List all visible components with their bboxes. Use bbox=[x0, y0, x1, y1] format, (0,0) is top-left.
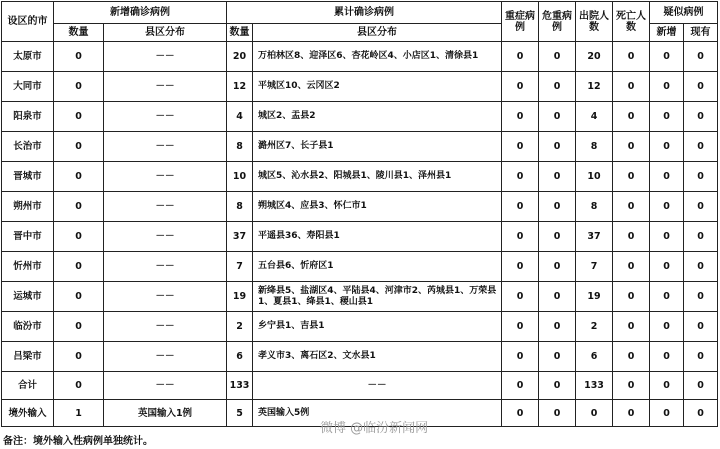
cell-severe: 0 bbox=[502, 312, 539, 342]
cell-severe: 0 bbox=[502, 162, 539, 192]
cell-discharged: 20 bbox=[576, 42, 613, 72]
total-cum-district: －－ bbox=[253, 372, 502, 400]
total-cum-count: 133 bbox=[227, 372, 253, 400]
cell-suspected-current: 0 bbox=[684, 42, 718, 72]
cell-discharged: 2 bbox=[576, 312, 613, 342]
cell-city: 太原市 bbox=[2, 42, 54, 72]
cell-severe: 0 bbox=[502, 342, 539, 372]
cell-new-count: 0 bbox=[54, 42, 104, 72]
cell-suspected-current: 0 bbox=[684, 72, 718, 102]
table-row bbox=[2, 282, 718, 312]
cell-new-count: 0 bbox=[54, 162, 104, 192]
cell-suspected-current: 0 bbox=[684, 222, 718, 252]
cell-cum-count: 10 bbox=[227, 162, 253, 192]
cell-cum-district: 潞州区7、长子县1 bbox=[253, 132, 502, 162]
watermark: 微博 @临汾新闻网 bbox=[320, 421, 429, 436]
cell-severe: 0 bbox=[502, 132, 539, 162]
cell-deaths: 0 bbox=[613, 72, 650, 102]
table-row bbox=[2, 252, 718, 282]
cell-deaths: 0 bbox=[613, 282, 650, 312]
cell-discharged: 7 bbox=[576, 252, 613, 282]
cell-cum-district: 城区5、沁水县2、阳城县1、陵川县1、泽州县1 bbox=[253, 162, 502, 192]
cell-cum-district: 城区2、盂县2 bbox=[253, 102, 502, 132]
cell-severe: 0 bbox=[502, 102, 539, 132]
cell-new-count: 0 bbox=[54, 282, 104, 312]
cell-critical: 0 bbox=[539, 252, 576, 282]
cell-suspected-current: 0 bbox=[684, 312, 718, 342]
cell-deaths: 0 bbox=[613, 192, 650, 222]
cell-city: 临汾市 bbox=[2, 312, 54, 342]
cell-cum-district: 朔城区4、应县3、怀仁市1 bbox=[253, 192, 502, 222]
cell-city: 吕梁市 bbox=[2, 342, 54, 372]
cell-deaths: 0 bbox=[613, 42, 650, 72]
cell-deaths: 0 bbox=[613, 162, 650, 192]
cell-discharged: 8 bbox=[576, 192, 613, 222]
cell-critical: 0 bbox=[539, 162, 576, 192]
total-severe: 0 bbox=[502, 372, 539, 400]
header-deaths: 死亡人数 bbox=[613, 2, 650, 42]
cell-cum-count: 19 bbox=[227, 282, 253, 312]
header-new-count: 数量 bbox=[54, 24, 104, 42]
cell-cum-district: 平城区10、云冈区2 bbox=[253, 72, 502, 102]
cell-new-district: －－ bbox=[104, 282, 227, 312]
total-critical: 0 bbox=[539, 372, 576, 400]
imported-deaths: 0 bbox=[613, 400, 650, 427]
cell-cum-district: 乡宁县1、吉县1 bbox=[253, 312, 502, 342]
cell-cum-district: 新绛县5、盐湖区4、平陆县4、河津市2、芮城县1、万荣县1、夏县1、绛县1、稷山县1 bbox=[253, 282, 502, 312]
cell-critical: 0 bbox=[539, 342, 576, 372]
total-new-district: －－ bbox=[104, 372, 227, 400]
cell-discharged: 10 bbox=[576, 162, 613, 192]
cell-deaths: 0 bbox=[613, 132, 650, 162]
header-cum-count: 数量 bbox=[227, 24, 253, 42]
cell-suspected-new: 0 bbox=[650, 282, 684, 312]
cell-new-count: 0 bbox=[54, 102, 104, 132]
cell-suspected-new: 0 bbox=[650, 192, 684, 222]
table-row bbox=[2, 222, 718, 252]
cell-new-count: 0 bbox=[54, 222, 104, 252]
total-new-count: 0 bbox=[54, 372, 104, 400]
header-city: 设区的市 bbox=[2, 2, 54, 42]
cell-city: 朔州市 bbox=[2, 192, 54, 222]
covid-statistics-table bbox=[1, 1, 718, 427]
header-suspected-current: 现有 bbox=[684, 24, 718, 42]
imported-label: 境外输入 bbox=[2, 400, 54, 427]
cell-discharged: 12 bbox=[576, 72, 613, 102]
cell-suspected-new: 0 bbox=[650, 342, 684, 372]
cell-critical: 0 bbox=[539, 282, 576, 312]
cell-suspected-new: 0 bbox=[650, 312, 684, 342]
cell-suspected-current: 0 bbox=[684, 282, 718, 312]
cell-suspected-current: 0 bbox=[684, 342, 718, 372]
imported-suspected-new: 0 bbox=[650, 400, 684, 427]
cell-discharged: 6 bbox=[576, 342, 613, 372]
cell-suspected-current: 0 bbox=[684, 192, 718, 222]
cell-suspected-new: 0 bbox=[650, 72, 684, 102]
footnote: 备注：境外输入性病例单独统计。 bbox=[3, 436, 153, 447]
imported-cum-count: 5 bbox=[227, 400, 253, 427]
table-row bbox=[2, 342, 718, 372]
cell-cum-count: 8 bbox=[227, 192, 253, 222]
total-deaths: 0 bbox=[613, 372, 650, 400]
table-row bbox=[2, 312, 718, 342]
header-cum-district: 县区分布 bbox=[253, 24, 502, 42]
cell-new-count: 0 bbox=[54, 312, 104, 342]
table-row bbox=[2, 192, 718, 222]
cell-discharged: 4 bbox=[576, 102, 613, 132]
cell-new-count: 0 bbox=[54, 342, 104, 372]
cell-cum-count: 6 bbox=[227, 342, 253, 372]
cell-suspected-new: 0 bbox=[650, 222, 684, 252]
cell-suspected-new: 0 bbox=[650, 42, 684, 72]
cell-discharged: 19 bbox=[576, 282, 613, 312]
cell-city: 运城市 bbox=[2, 282, 54, 312]
cell-severe: 0 bbox=[502, 192, 539, 222]
total-row bbox=[2, 372, 718, 400]
cell-new-count: 0 bbox=[54, 192, 104, 222]
cell-suspected-current: 0 bbox=[684, 132, 718, 162]
cell-new-count: 0 bbox=[54, 72, 104, 102]
cell-cum-count: 4 bbox=[227, 102, 253, 132]
cell-cum-count: 37 bbox=[227, 222, 253, 252]
cell-cum-count: 2 bbox=[227, 312, 253, 342]
cell-suspected-new: 0 bbox=[650, 102, 684, 132]
cell-cum-count: 12 bbox=[227, 72, 253, 102]
cell-city: 阳泉市 bbox=[2, 102, 54, 132]
header-suspected-new: 新增 bbox=[650, 24, 684, 42]
total-suspected-new: 0 bbox=[650, 372, 684, 400]
cell-city: 忻州市 bbox=[2, 252, 54, 282]
imported-cum-district: 英国输入5例 bbox=[253, 400, 502, 427]
header-new-confirmed: 新增确诊病例 bbox=[54, 2, 227, 24]
imported-critical: 0 bbox=[539, 400, 576, 427]
cell-suspected-new: 0 bbox=[650, 252, 684, 282]
table-row bbox=[2, 162, 718, 192]
cell-suspected-new: 0 bbox=[650, 132, 684, 162]
header-severe: 重症病例 bbox=[502, 2, 539, 42]
header-new-district: 县区分布 bbox=[104, 24, 227, 42]
table-row bbox=[2, 102, 718, 132]
cell-new-district: －－ bbox=[104, 72, 227, 102]
header-suspected: 疑似病例 bbox=[650, 2, 718, 24]
cell-new-district: －－ bbox=[104, 162, 227, 192]
table-row bbox=[2, 42, 718, 72]
cell-suspected-current: 0 bbox=[684, 252, 718, 282]
header-row-1 bbox=[2, 2, 718, 24]
cell-city: 大同市 bbox=[2, 72, 54, 102]
cell-city: 晋中市 bbox=[2, 222, 54, 252]
cell-critical: 0 bbox=[539, 132, 576, 162]
cell-suspected-new: 0 bbox=[650, 162, 684, 192]
cell-severe: 0 bbox=[502, 42, 539, 72]
cell-severe: 0 bbox=[502, 72, 539, 102]
cell-city: 长治市 bbox=[2, 132, 54, 162]
cell-deaths: 0 bbox=[613, 222, 650, 252]
total-discharged: 133 bbox=[576, 372, 613, 400]
cell-suspected-current: 0 bbox=[684, 162, 718, 192]
header-discharged: 出院人数 bbox=[576, 2, 613, 42]
imported-new-count: 1 bbox=[54, 400, 104, 427]
cell-new-district: －－ bbox=[104, 102, 227, 132]
table-row bbox=[2, 132, 718, 162]
header-cumulative-confirmed: 累计确诊病例 bbox=[227, 2, 502, 24]
cell-critical: 0 bbox=[539, 312, 576, 342]
imported-severe: 0 bbox=[502, 400, 539, 427]
cell-new-count: 0 bbox=[54, 132, 104, 162]
cell-cum-district: 孝义市3、离石区2、文水县1 bbox=[253, 342, 502, 372]
cell-new-district: －－ bbox=[104, 252, 227, 282]
cell-cum-count: 8 bbox=[227, 132, 253, 162]
cell-new-district: －－ bbox=[104, 42, 227, 72]
cell-new-district: －－ bbox=[104, 192, 227, 222]
cell-severe: 0 bbox=[502, 222, 539, 252]
cell-deaths: 0 bbox=[613, 312, 650, 342]
table-row bbox=[2, 72, 718, 102]
cell-new-count: 0 bbox=[54, 252, 104, 282]
total-suspected-current: 0 bbox=[684, 372, 718, 400]
cell-deaths: 0 bbox=[613, 102, 650, 132]
imported-new-district: 英国输入1例 bbox=[104, 400, 227, 427]
imported-discharged: 0 bbox=[576, 400, 613, 427]
imported-suspected-current: 0 bbox=[684, 400, 718, 427]
cell-city: 晋城市 bbox=[2, 162, 54, 192]
cell-discharged: 37 bbox=[576, 222, 613, 252]
cell-new-district: －－ bbox=[104, 342, 227, 372]
cell-critical: 0 bbox=[539, 222, 576, 252]
cell-severe: 0 bbox=[502, 282, 539, 312]
header-critical: 危重病例 bbox=[539, 2, 576, 42]
cell-deaths: 0 bbox=[613, 252, 650, 282]
cell-cum-count: 7 bbox=[227, 252, 253, 282]
cell-cum-district: 万柏林区8、迎泽区6、杏花岭区4、小店区1、清徐县1 bbox=[253, 42, 502, 72]
cell-cum-district: 平遥县36、寿阳县1 bbox=[253, 222, 502, 252]
cell-discharged: 8 bbox=[576, 132, 613, 162]
cell-cum-count: 20 bbox=[227, 42, 253, 72]
cell-critical: 0 bbox=[539, 102, 576, 132]
table-body bbox=[2, 2, 718, 427]
cell-new-district: －－ bbox=[104, 312, 227, 342]
cell-cum-district: 五台县6、忻府区1 bbox=[253, 252, 502, 282]
cell-new-district: －－ bbox=[104, 132, 227, 162]
cell-new-district: －－ bbox=[104, 222, 227, 252]
cell-severe: 0 bbox=[502, 252, 539, 282]
cell-suspected-current: 0 bbox=[684, 102, 718, 132]
cell-critical: 0 bbox=[539, 42, 576, 72]
cell-critical: 0 bbox=[539, 192, 576, 222]
cell-deaths: 0 bbox=[613, 342, 650, 372]
cell-critical: 0 bbox=[539, 72, 576, 102]
total-label: 合计 bbox=[2, 372, 54, 400]
